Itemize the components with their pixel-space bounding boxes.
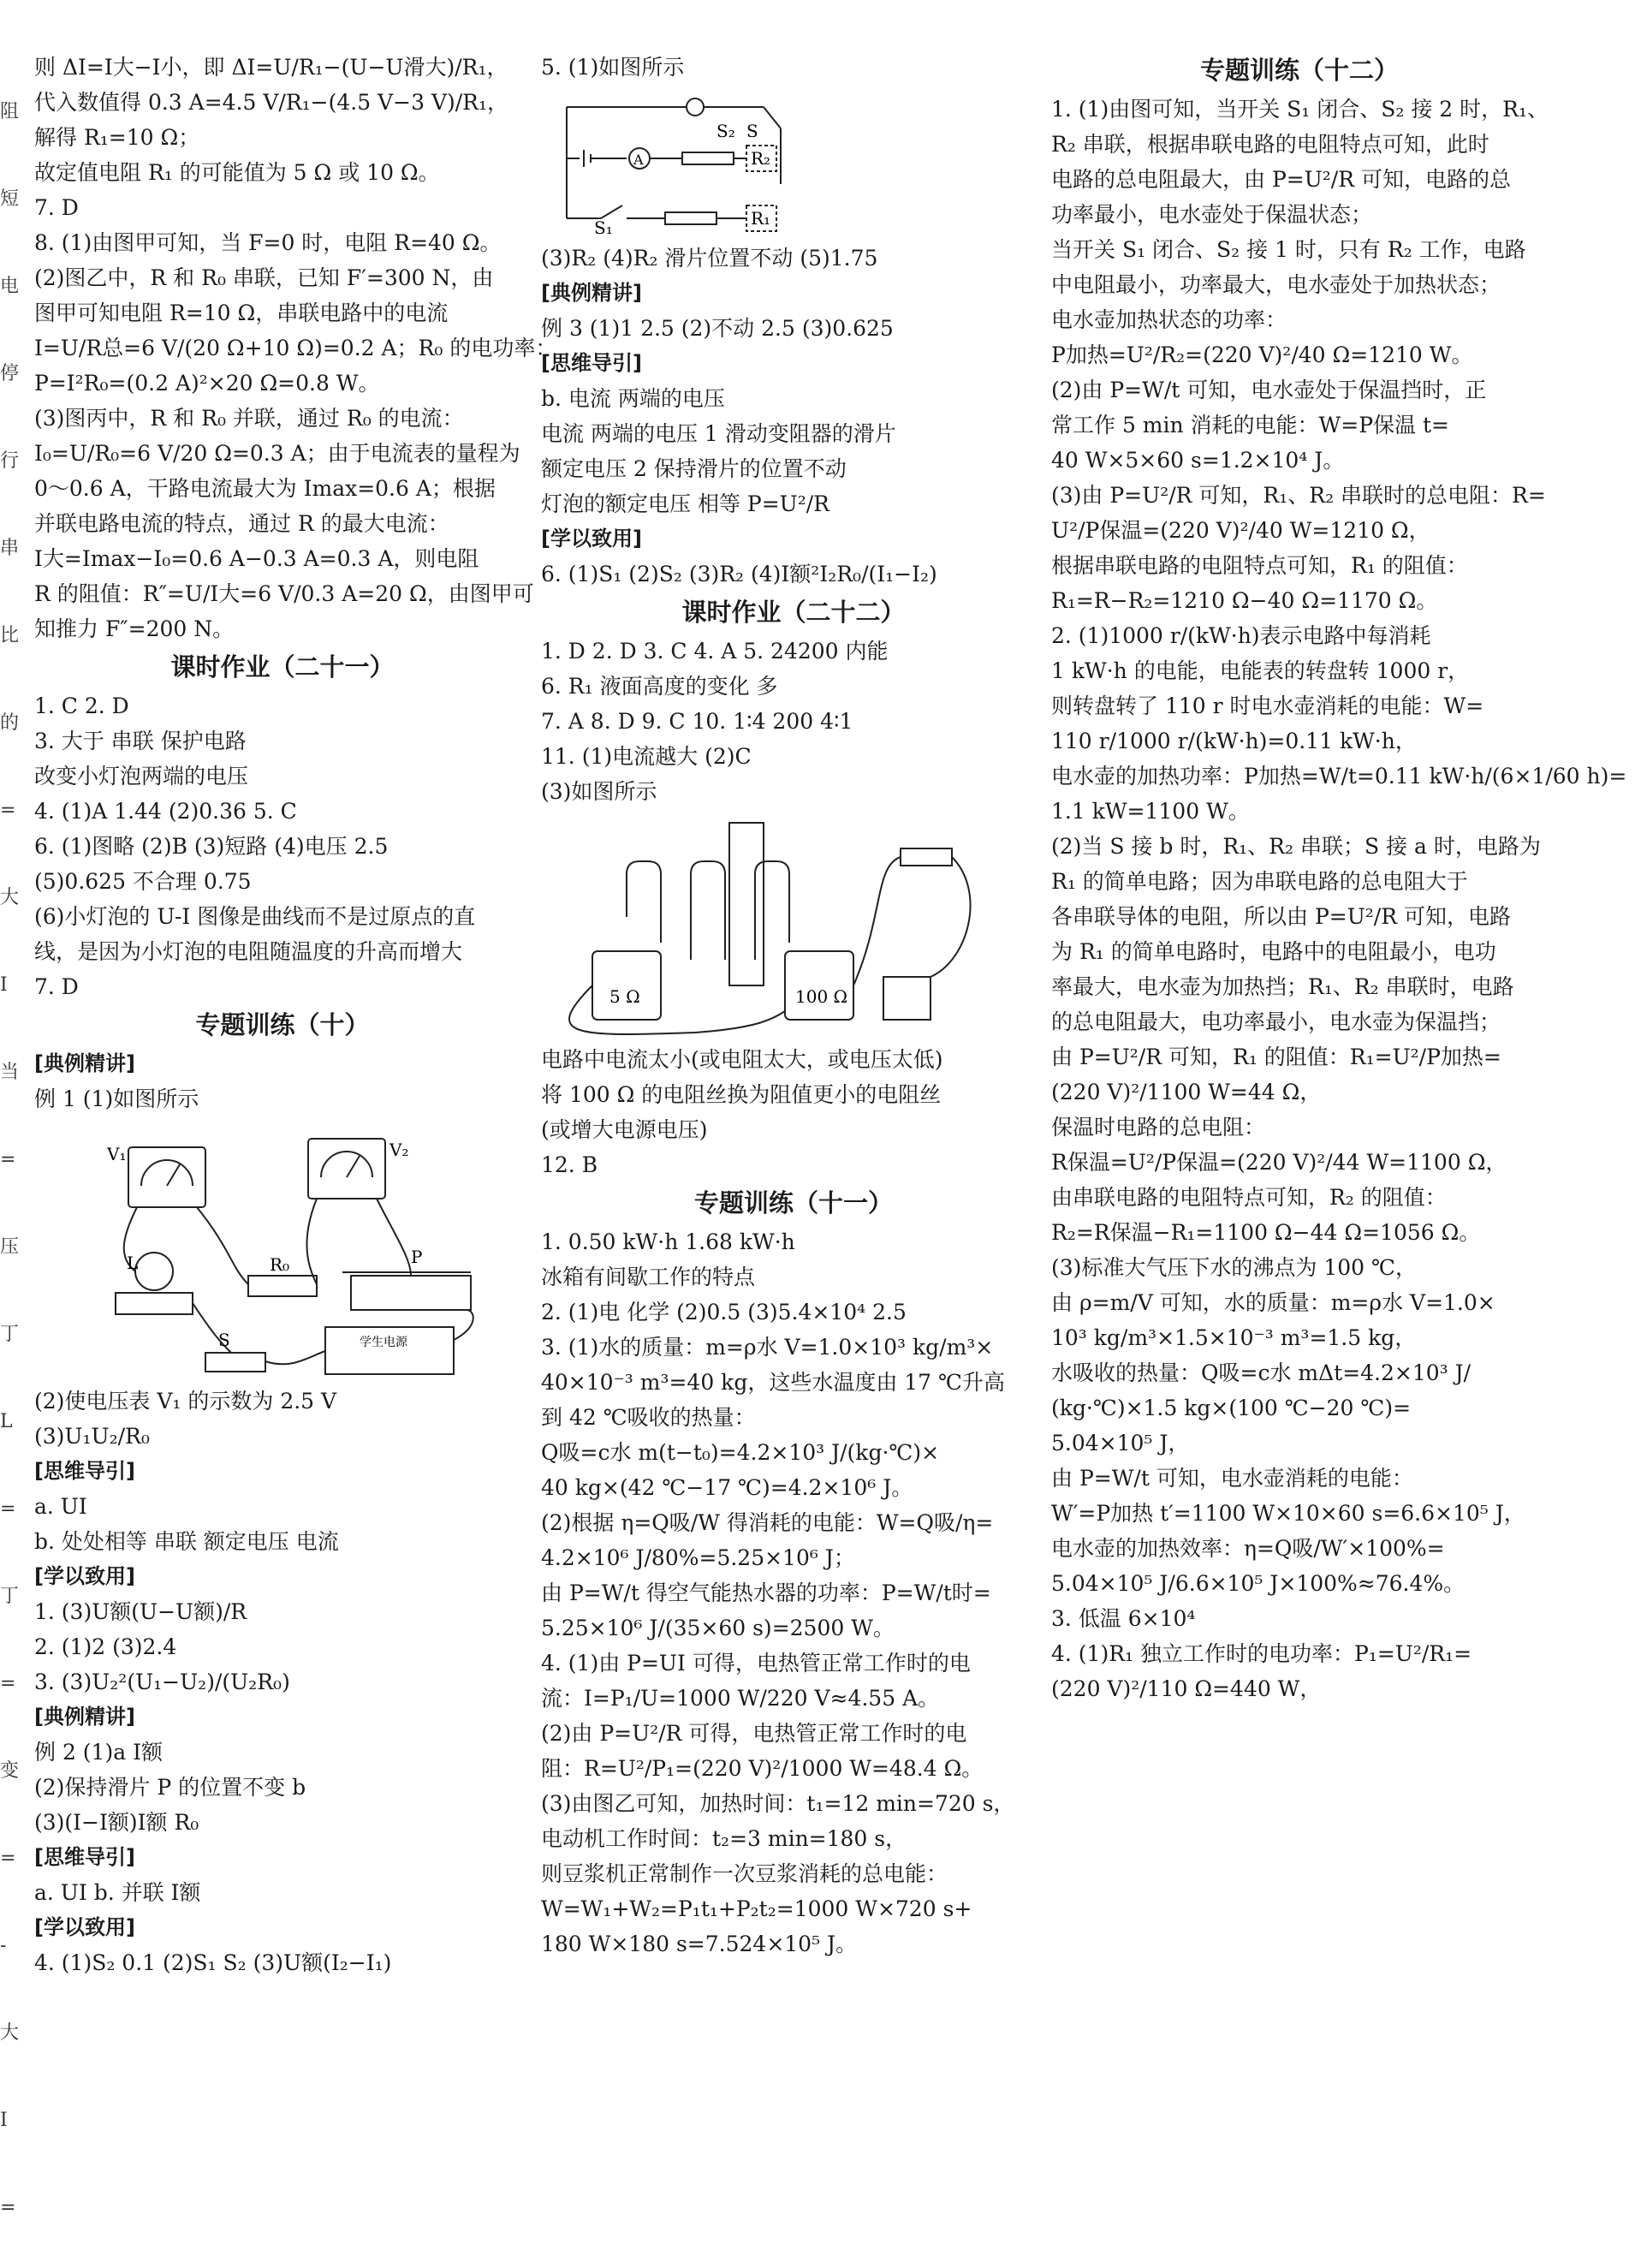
label-100ohm: 100 Ω bbox=[795, 986, 848, 1007]
section-title-12: 专题训练（十二） bbox=[1199, 56, 1399, 85]
col3-training-12-line: R保温=U²/P保温=(220 V)²/44 W=1100 Ω， bbox=[1051, 1150, 1507, 1175]
col1-top-line: (3)图丙中，R 和 R₀ 并联，通过 R₀ 的电流： bbox=[34, 406, 464, 431]
col1-top-line: 则 ΔI=I大−I小，即 ΔI=U/R₁−(U−U滑大)/R₁， bbox=[34, 55, 508, 80]
section-title-22: 课时作业（二十二） bbox=[681, 598, 906, 627]
col3-training-12-line: 电水壶的加热效率：η=Q吸/W′×100%= bbox=[1051, 1536, 1445, 1561]
switch-icon bbox=[205, 1353, 265, 1372]
heading-dianli-3: [典例精讲] bbox=[541, 281, 642, 305]
heading-dianli-2: [典例精讲] bbox=[34, 1705, 135, 1729]
col1-training-10-line: (3)U₁U₂/R₀ bbox=[34, 1424, 150, 1449]
col3-training-12-line: (2)由 P=W/t 可知，电水壶处于保温挡时，正 bbox=[1051, 378, 1487, 402]
col2-training-11-line: W=W₁+W₂=P₁t₁+P₂t₂=1000 W×720 s+ bbox=[541, 1896, 972, 1921]
label-r0: R₀ bbox=[270, 1254, 290, 1275]
col3-training-12-line: W′=P加热 t′=1100 W×10×60 s=6.6×10⁵ J， bbox=[1051, 1501, 1525, 1526]
col3-training-12-line: (220 V)²/1100 W=44 Ω， bbox=[1051, 1080, 1322, 1104]
col2-training-11-line: 180 W×180 s=7.524×10⁵ J。 bbox=[541, 1932, 858, 1956]
heading-siwei: [思维导引] bbox=[34, 1459, 135, 1483]
margin-fragment: = bbox=[0, 1673, 16, 1694]
margin-fragment: 压 bbox=[0, 1236, 20, 1258]
col3-training-12-line: 10³ kg/m³×1.5×10⁻³ m³=1.5 kg， bbox=[1051, 1325, 1417, 1350]
margin-fragment: 停 bbox=[0, 363, 20, 384]
col3-training-12-line: R₂=R保温−R₁=1100 Ω−44 Ω=1056 Ω。 bbox=[1051, 1220, 1481, 1245]
col2-homework-22-line: 6. R₁ 液面高度的变化 多 bbox=[541, 674, 778, 699]
col3-training-12-line: 根据串联电路的电阻特点可知，R₁ 的阻值： bbox=[1051, 553, 1468, 578]
margin-fragment: 丁 bbox=[0, 1586, 20, 1607]
voltmeter-v2-icon bbox=[308, 1139, 385, 1199]
col2-training-11-line: 到 42 ℃吸收的热量： bbox=[541, 1405, 756, 1430]
col3-training-12-line: P加热=U²/R₂=(220 V)²/40 Ω=1210 W。 bbox=[1051, 342, 1473, 367]
container-5ohm-icon bbox=[592, 951, 661, 1020]
col3-training-12-line: 则转盘转了 110 r 时电水壶消耗的电能：W= bbox=[1051, 693, 1484, 718]
example-3: 例 3 (1)1 2.5 (2)不动 2.5 (3)0.625 bbox=[541, 316, 894, 341]
col1-homework-21-line: 7. D bbox=[34, 974, 79, 999]
col2-homework-22b-line: 电路中电流太小(或电阻太大，或电压太低) bbox=[541, 1047, 943, 1072]
col1-xueyi-1-line: 3. (3)U₂²(U₁−U₂)/(U₂R₀) bbox=[34, 1670, 290, 1694]
example-1: 例 1 (1)如图所示 bbox=[34, 1086, 199, 1111]
col2-homework-22-line: 7. A 8. D 9. C 10. 1∶4 200 4∶1 bbox=[541, 709, 853, 734]
col1-top-line: 知推力 F″=200 N。 bbox=[34, 616, 235, 641]
label-5ohm: 5 Ω bbox=[609, 986, 640, 1007]
col1-top-line: 并联电路电流的特点，通过 R 的最大电流： bbox=[34, 511, 449, 536]
col3-training-12-line: 电路的总电阻最大，由 P=U²/R 可知，电路的总 bbox=[1051, 167, 1512, 192]
col3-training-12-line: 5.04×10⁵ J， bbox=[1051, 1431, 1190, 1455]
col1-top-line: I₀=U/R₀=6 V/20 Ω=0.3 A；由于电流表的量程为 bbox=[34, 441, 520, 466]
label-v1: V₁ bbox=[107, 1144, 127, 1164]
col1-homework-21-line: (6)小灯泡的 U-I 图像是曲线而不是过原点的直 bbox=[34, 904, 476, 929]
col3-training-12-line: 由串联电路的电阻特点可知，R₂ 的阻值： bbox=[1051, 1185, 1447, 1210]
container-100ohm-icon bbox=[785, 951, 853, 1020]
heading-dianli: [典例精讲] bbox=[34, 1051, 135, 1075]
col3-training-12-line: 1 kW·h 的电能，电能表的转盘转 1000 r， bbox=[1051, 658, 1470, 683]
col1-example-2-line: 例 2 (1)a I额 bbox=[34, 1740, 163, 1765]
col3-training-12-line: 40 W×5×60 s=1.2×10⁴ J。 bbox=[1051, 448, 1345, 473]
section-title-10: 专题训练（十） bbox=[195, 1010, 370, 1039]
col3-training-12-line: R₁ 的简单电路；因为串联电路的总电阻大于 bbox=[1051, 869, 1468, 894]
rheostat-r2-icon bbox=[682, 152, 734, 164]
label-r2: R₂ bbox=[751, 148, 771, 169]
label-s: S bbox=[746, 121, 758, 141]
col2-homework-22b-line: (或增大电源电压) bbox=[541, 1117, 708, 1142]
column-right bbox=[1051, 50, 1627, 1706]
label-r1: R₁ bbox=[751, 208, 771, 229]
col1-top-line: I=U/R总=6 V/(20 Ω+10 Ω)=0.2 A；R₀ 的电功率： bbox=[34, 336, 557, 360]
col2-training-11-line: (3)由图乙可知，加热时间：t₁=12 min=720 s， bbox=[541, 1791, 1015, 1816]
battery-icon bbox=[883, 977, 930, 1020]
col1-siwei-1-line: a. UI bbox=[34, 1494, 87, 1519]
label-v2: V₂ bbox=[389, 1140, 409, 1160]
col1-top-line: 故定值电阻 R₁ 的可能值为 5 Ω 或 10 Ω。 bbox=[34, 160, 440, 185]
col2-training-11-line: (2)根据 η=Q吸/W 得消耗的电能：W=Q吸/η= bbox=[541, 1510, 994, 1535]
margin-fragment: 电 bbox=[0, 276, 20, 297]
heading-xueyi-3: [学以致用] bbox=[541, 527, 642, 551]
col2-training-11-line: 40×10⁻³ m³=40 kg，这些水温度由 17 ℃升高 bbox=[541, 1370, 1005, 1395]
left-margin-fragments bbox=[0, 0, 24, 2268]
col2-training-11-line: 由 P=W/t 得空气能热水器的功率：P=W/t时= bbox=[541, 1580, 991, 1605]
col2-homework-22-line: (3)如图所示 bbox=[541, 779, 657, 804]
margin-fragment: = bbox=[0, 1848, 16, 1869]
margin-fragment: 阻 bbox=[0, 101, 20, 122]
figure-joule-experiment bbox=[541, 814, 1046, 1037]
margin-fragment: 当 bbox=[0, 1062, 20, 1083]
rheostat-icon bbox=[351, 1276, 471, 1310]
margin-fragment: 比 bbox=[0, 625, 20, 646]
col2-training-11-line: 流：I=P₁/U=1000 W/220 V≈4.55 A。 bbox=[541, 1686, 940, 1711]
col2-training-11-line: 阻：R=U²/P₁=(220 V)²/1000 W=48.4 Ω。 bbox=[541, 1756, 984, 1781]
col1-homework-21-line: 1. C 2. D bbox=[34, 693, 129, 718]
col2-training-11-line: 40 kg×(42 ℃−17 ℃)=4.2×10⁶ J。 bbox=[541, 1475, 913, 1500]
section-title-11: 专题训练（十一） bbox=[693, 1188, 893, 1217]
margin-fragment: = bbox=[0, 1498, 16, 1520]
col1-top-line: 0～0.6 A，干路电流最大为 Imax=0.6 A；根据 bbox=[34, 476, 496, 501]
col2-training-11-line: 电动机工作时间：t₂=3 min=180 s， bbox=[541, 1826, 907, 1851]
col1-top-line: R 的阻值：R″=U/I大=6 V/0.3 A=20 Ω，由图甲可 bbox=[34, 581, 534, 606]
col3-training-12-line: 电水壶的加热功率：P加热=W/t=0.11 kW·h/(6×1/60 h)= bbox=[1051, 764, 1627, 789]
col2-training-11-line: (2)由 P=U²/R 可得，电热管正常工作时的电 bbox=[541, 1721, 967, 1746]
col3-training-12-line: 当开关 S₁ 闭合、S₂ 接 1 时，只有 R₂ 工作，电路 bbox=[1051, 237, 1526, 262]
col3-training-12-line: 水吸收的热量：Q吸=c水 mΔt=4.2×10³ J/ bbox=[1051, 1360, 1472, 1385]
margin-fragment: 行 bbox=[0, 450, 20, 472]
col1-homework-21-line: 6. (1)图略 (2)B (3)短路 (4)电压 2.5 bbox=[34, 834, 389, 859]
col3-training-12-line: 各串联导体的电阻，所以由 P=U²/R 可知，电路 bbox=[1051, 904, 1512, 929]
col2-training-11-line: 4. (1)由 P=UI 可得，电热管正常工作时的电 bbox=[541, 1651, 971, 1676]
label-s: S bbox=[218, 1330, 230, 1350]
col3-training-12-line: 1.1 kW=1100 W。 bbox=[1051, 799, 1250, 824]
col2-training-11-line: 则豆浆机正常制作一次豆浆消耗的总电能： bbox=[541, 1861, 948, 1886]
margin-fragment: 短 bbox=[0, 188, 20, 210]
col1-homework-21-line: 3. 大于 串联 保护电路 bbox=[34, 729, 247, 753]
col3-training-12-line: 保温时电路的总电阻： bbox=[1051, 1115, 1266, 1140]
figure-circuit-q5 bbox=[541, 90, 1046, 235]
col3-training-12-line: 2. (1)1000 r/(kW·h)表示电路中每消耗 bbox=[1051, 623, 1431, 648]
col1-siwei-2-line: a. UI b. 并联 I额 bbox=[34, 1880, 201, 1905]
col3-training-12-line: R₂ 串联，根据串联电路的电阻特点可知，此时 bbox=[1051, 132, 1489, 157]
margin-fragment: = bbox=[0, 800, 16, 821]
col3-training-12-line: 常工作 5 min 消耗的电能：W=P保温 t= bbox=[1051, 413, 1449, 438]
margin-fragment: L bbox=[0, 1411, 13, 1432]
col1-top-line: 代入数值得 0.3 A=4.5 V/R₁−(4.5 V−3 V)/R₁， bbox=[34, 90, 509, 115]
col3-training-12-line: (kg·℃)×1.5 kg×(100 ℃−20 ℃)= bbox=[1051, 1396, 1412, 1420]
col1-xueyi-1-line: 1. (3)U额(U−U额)/R bbox=[34, 1599, 247, 1624]
col3-training-12-line: 由 P=U²/R 可知，R₁ 的阻值：R₁=U²/P加热= bbox=[1051, 1045, 1501, 1069]
power-supply-icon bbox=[325, 1327, 454, 1374]
resistor-r0-icon bbox=[248, 1276, 317, 1296]
col3-training-12-line: (3)标准大气压下水的沸点为 100 ℃， bbox=[1051, 1255, 1417, 1280]
heading-siwei-3: [思维导引] bbox=[541, 351, 642, 375]
col3-training-12-line: R₁=R−R₂=1210 Ω−40 Ω=1170 Ω。 bbox=[1051, 588, 1438, 613]
col1-top-line: 图甲可知电阻 R=10 Ω，串联电路中的电流 bbox=[34, 301, 449, 325]
margin-fragment: = bbox=[0, 1149, 16, 1170]
col3-training-12-line: 1. (1)由图可知，当开关 S₁ 闭合、S₂ 接 2 时，R₁、 bbox=[1051, 97, 1549, 122]
col2-training-11-line: 冰箱有间歇工作的特点 bbox=[541, 1265, 756, 1289]
section-title-21: 课时作业（二十一） bbox=[170, 652, 395, 682]
col3-training-12-line: 由 ρ=m/V 可知，水的质量：m=ρ水 V=1.0× bbox=[1051, 1290, 1495, 1315]
col1-top-line: I大=Imax−I₀=0.6 A−0.3 A=0.3 A，则电阻 bbox=[34, 546, 479, 571]
col2-homework-22b-line: 将 100 Ω 的电阻丝换为阻值更小的电阻丝 bbox=[541, 1082, 942, 1107]
heading-siwei-2: [思维导引] bbox=[34, 1845, 135, 1869]
col1-top-line: P=I²R₀=(0.2 A)²×20 Ω=0.8 W。 bbox=[34, 371, 380, 396]
col3-training-12-line: U²/P保温=(220 V)²/40 W=1210 Ω， bbox=[1051, 518, 1430, 543]
col3-training-12-line: 中电阻最小，功率最大，电水壶处于加热状态； bbox=[1051, 272, 1501, 297]
col3-training-12-line: 率最大，电水壶为加热挡；R₁、R₂ 串联时，电路 bbox=[1051, 974, 1514, 999]
col2-xueyi-3-line: 6. (1)S₁ (2)S₂ (3)R₂ (4)I额²I₂R₀/(I₁−I₂) bbox=[541, 562, 937, 586]
label-p: P bbox=[411, 1247, 423, 1267]
col3-training-12-line: 5.04×10⁵ J/6.6×10⁵ J×100%≈76.4%。 bbox=[1051, 1571, 1466, 1596]
col2-training-11-line: 3. (1)水的质量：m=ρ水 V=1.0×10³ kg/m³× bbox=[541, 1335, 994, 1360]
col3-training-12-line: 由 P=W/t 可知，电水壶消耗的电能： bbox=[1051, 1466, 1413, 1491]
lamp-icon bbox=[135, 1253, 173, 1290]
col3-training-12-line: 3. 低温 6×10⁴ bbox=[1051, 1606, 1196, 1631]
col3-training-12-line: (220 V)²/110 Ω=440 W， bbox=[1051, 1676, 1322, 1701]
col1-homework-21-line: (5)0.625 不合理 0.75 bbox=[34, 869, 252, 894]
col1-xueyi-2-line: 4. (1)S₂ 0.1 (2)S₁ S₂ (3)U额(I₂−I₁) bbox=[34, 1950, 392, 1975]
col2-training-11-line: 1. 0.50 kW·h 1.68 kW·h bbox=[541, 1229, 795, 1254]
label-s2: S₂ bbox=[716, 121, 735, 141]
margin-fragment: 丁 bbox=[0, 1324, 20, 1345]
col3-training-12-line: (2)当 S 接 b 时，R₁、R₂ 串联；S 接 a 时，电路为 bbox=[1051, 834, 1541, 859]
switch-s1-icon bbox=[601, 205, 622, 218]
col2-homework-22b-line: 12. B bbox=[541, 1152, 598, 1177]
margin-fragment: = bbox=[0, 2197, 16, 2218]
col3-training-12-line: 4. (1)R₁ 独立工作时的电功率：P₁=U²/R₁= bbox=[1051, 1641, 1472, 1666]
col3-training-12-line: (3)由 P=U²/R 可知，R₁、R₂ 串联时的总电阻：R= bbox=[1051, 483, 1546, 508]
col2-q5-line: (3)R₂ (4)R₂ 滑片位置不动 (5)1.75 bbox=[541, 246, 878, 271]
col1-top-line: 7. D bbox=[34, 195, 79, 220]
col2-training-11-line: 4.2×10⁶ J/80%=5.25×10⁶ J； bbox=[541, 1545, 855, 1570]
col1-training-10-line: (2)使电压表 V₁ 的示数为 2.5 V bbox=[34, 1389, 337, 1414]
col2-homework-22-line: 1. D 2. D 3. C 4. A 5. 24200 内能 bbox=[541, 639, 889, 664]
col1-siwei-1-line: b. 处处相等 串联 额定电压 电流 bbox=[34, 1529, 339, 1554]
scale-icon bbox=[729, 823, 764, 985]
col1-homework-21-line: 4. (1)A 1.44 (2)0.36 5. C bbox=[34, 799, 297, 824]
col3-training-12-line: 功率最小，电水壶处于保温状态； bbox=[1051, 202, 1373, 227]
margin-fragment: 大 bbox=[0, 2022, 20, 2044]
heading-xueyi: [学以致用] bbox=[34, 1564, 135, 1588]
margin-fragment: - bbox=[0, 1935, 7, 1956]
column-middle bbox=[541, 50, 1046, 1961]
label-a: A bbox=[633, 152, 644, 168]
label-l: L bbox=[127, 1253, 139, 1273]
col3-training-12-line: 110 r/1000 r/(kW·h)=0.11 kW·h， bbox=[1051, 729, 1417, 753]
margin-fragment: 大 bbox=[0, 887, 20, 908]
question-5: 5. (1)如图所示 bbox=[541, 55, 685, 80]
voltmeter-v1-icon bbox=[128, 1147, 205, 1207]
figure-circuit-voltmeters bbox=[34, 1122, 531, 1378]
col1-top-line: (2)图乙中，R 和 R₀ 串联，已知 F′=300 N，由 bbox=[34, 265, 494, 290]
col2-siwei-3-line: 灯泡的额定电压 相等 P=U²/R bbox=[541, 491, 830, 516]
col1-homework-21-line: 线，是因为小灯泡的电阻随温度的升高而增大 bbox=[34, 939, 463, 964]
col3-training-12-line: 电水壶加热状态的功率： bbox=[1051, 307, 1287, 332]
col1-xueyi-1-line: 2. (1)2 (3)2.4 bbox=[34, 1634, 177, 1659]
margin-fragment: Ⅰ bbox=[0, 2110, 8, 2131]
label-supply: 学生电源 bbox=[360, 1336, 407, 1349]
margin-fragment: 变 bbox=[0, 1760, 20, 1782]
margin-fragment: 的 bbox=[0, 712, 20, 734]
switch-icon bbox=[901, 848, 952, 866]
col2-siwei-3-line: 额定电压 2 保持滑片的位置不动 bbox=[541, 456, 847, 481]
col3-training-12-line: 的总电阻最大，电功率最小，电水壶为保温挡； bbox=[1051, 1009, 1501, 1034]
col2-training-11-line: Q吸=c水 m(t−t₀)=4.2×10³ J/(kg·℃)× bbox=[541, 1440, 940, 1465]
col2-siwei-3-line: b. 电流 两端的电压 bbox=[541, 386, 725, 411]
margin-fragment: Ⅰ bbox=[0, 974, 8, 996]
heading-xueyi-2: [学以致用] bbox=[34, 1915, 135, 1939]
col3-training-12-line: 为 R₁ 的简单电路时，电路中的电阻最小，电功 bbox=[1051, 939, 1496, 964]
label-s1: S₁ bbox=[594, 217, 613, 235]
col1-example-2-line: (2)保持滑片 P 的位置不变 b bbox=[34, 1775, 306, 1800]
col1-top-line: 解得 R₁=10 Ω； bbox=[34, 125, 200, 150]
col1-example-2-line: (3)(I−I额)I额 R₀ bbox=[34, 1810, 199, 1835]
col2-siwei-3-line: 电流 两端的电压 1 滑动变阻器的滑片 bbox=[541, 421, 896, 446]
col2-training-11-line: 2. (1)电 化学 (2)0.5 (3)5.4×10⁴ 2.5 bbox=[541, 1300, 907, 1324]
col2-homework-22-line: 11. (1)电流越大 (2)C bbox=[541, 744, 752, 769]
col1-homework-21-line: 改变小灯泡两端的电压 bbox=[34, 764, 249, 789]
margin-fragment: 串 bbox=[0, 538, 20, 559]
column-left bbox=[34, 50, 557, 1980]
col2-training-11-line: 5.25×10⁶ J/(35×60 s)=2500 W。 bbox=[541, 1616, 895, 1640]
col1-top-line: 8. (1)由图甲可知，当 F=0 时，电阻 R=40 Ω。 bbox=[34, 230, 502, 255]
lamp-icon bbox=[687, 98, 704, 116]
